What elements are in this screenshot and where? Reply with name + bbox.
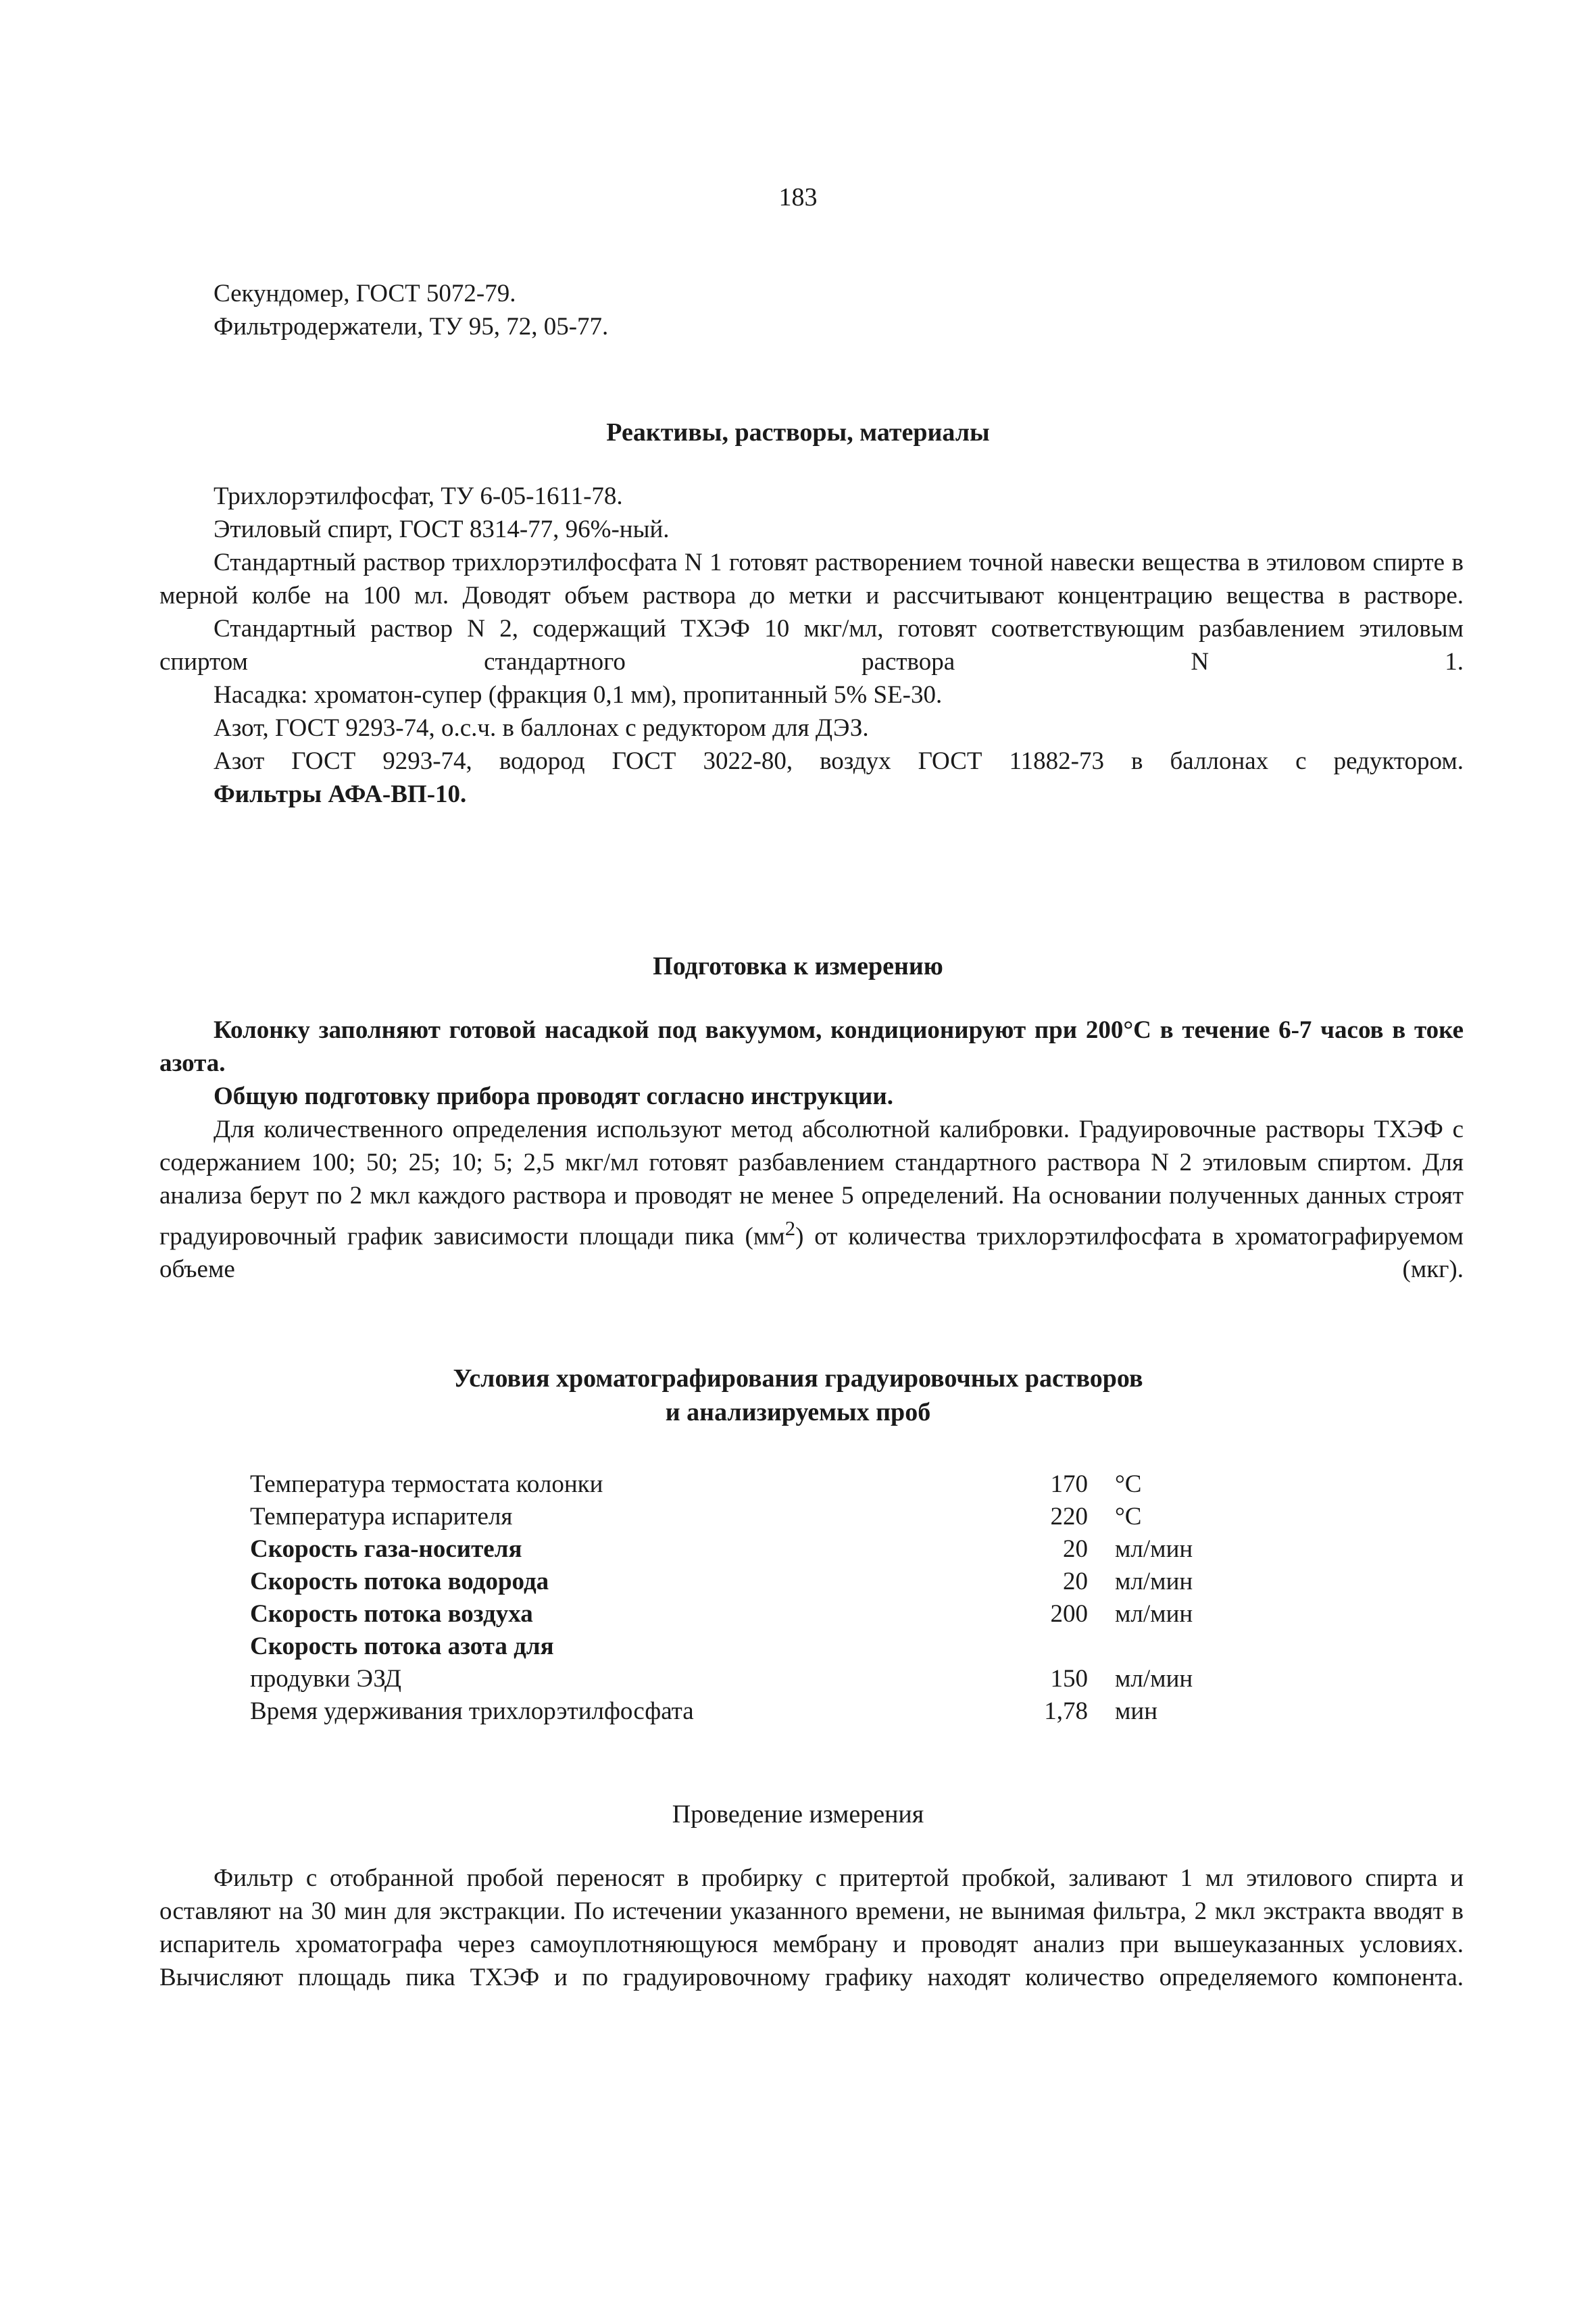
condition-unit: мл/мин [1115,1568,1193,1595]
condition-name: продувки ЭЗД [250,1665,401,1693]
reagent-line: Азот, ГОСТ 9293-74, о.с.ч. в баллонах с редуктором для ДЭЗ. [214,714,869,742]
table-row [250,1693,1264,1726]
conditions-heading [0,1362,1596,1429]
condition-value: 150 [1050,1665,1088,1693]
condition-value: 220 [1050,1503,1088,1530]
condition-unit: мл/мин [1115,1665,1193,1693]
condition-value: 170 [1050,1470,1088,1498]
condition-name: Скорость потока воздуха [250,1600,533,1628]
measurement-heading: Проведение измерения [672,1800,924,1828]
condition-value: 20 [1063,1535,1088,1563]
condition-name: Скорость потока азота для [250,1633,554,1660]
equipment-item: Фильтродержатели, ТУ 95, 72, 05-77. [214,313,609,341]
condition-unit: °С [1115,1503,1142,1530]
reagent-line: Насадка: хроматон-супер (фракция 0,1 мм), пропитанный 5% SE-30. [214,681,943,709]
reagent-line: Этиловый спирт, ГОСТ 8314-77, 96%-ный. [214,516,670,543]
reagents-section [159,480,1464,811]
reagent-paragraph: Стандартный раствор N 2, содержащий ТХЭФ 10 мкг/мл, готовят соответствующим разбавлением этиловым спиртом стандартного раствора N 1. [159,615,1464,676]
table-row [250,1661,1264,1693]
condition-name: Температура термостата колонки [250,1470,603,1498]
preparation-text: ) от количества трихлорэтилфосфата в хроматографируемом объеме (мкг). [159,1222,1464,1284]
table-row [250,1499,1264,1531]
condition-name: Температура испарителя [250,1503,513,1530]
reagent-paragraph: Стандартный раствор трихлорэтилфосфата N 1 готовят растворением точной навески вещества в этиловом спирте в мерной колбе на 100 мл. Доводят объем раствора до метки и рассчитывают концентрацию вещества в растворе. [159,549,1464,609]
condition-name: Скорость потока водорода [250,1568,549,1595]
conditions-heading-line: Условия хроматографирования градуировочных растворов [453,1364,1143,1393]
reagents-heading: Реактивы, растворы, материалы [606,418,990,447]
condition-value [966,1628,1115,1661]
reagent-line: Трихлорэтилфосфат, ТУ 6-05-1611-78. [214,482,623,510]
preparation-heading: Подготовка к измерению [653,952,943,980]
page-number: 183 [778,183,818,211]
equipment-item: Секундомер, ГОСТ 5072-79. [214,280,516,307]
preparation-paragraph: Колонку заполняют готовой насадкой под вакуумом, кондиционируют при 200°С в течение 6-7 часов в токе азота. [159,1016,1464,1077]
table-row [250,1531,1264,1564]
condition-unit: мл/мин [1115,1535,1193,1563]
condition-unit [1115,1628,1264,1661]
condition-unit: мин [1115,1697,1158,1725]
measurement-section [159,1862,1464,1994]
conditions-table [250,1466,1264,1726]
preparation-text: Для количественного определения используют метод абсолютной калибровки. Градуировочные растворы ТХЭФ с содержанием 100; 50; 25; 10; 5; 2,5 мкг/мл готовят разбавлением стандартного раствора N 2 этиловым спиртом. Для анализа берут по 2 мкл каждого раствора и проводят не менее 5 определений. На основании полученных данных строят градуировочный график зависимости площади пика (мм [159,1116,1464,1251]
condition-unit: мл/мин [1115,1600,1193,1628]
table-row [250,1466,1264,1499]
condition-value: 200 [1050,1600,1088,1628]
preparation-paragraph: Общую подготовку прибора проводят согласно инструкции. [214,1082,893,1110]
condition-name: Время удерживания трихлорэтилфосфата [250,1697,694,1725]
preparation-paragraph [159,1113,1464,1286]
condition-unit: °С [1115,1470,1142,1498]
condition-value: 1,78 [1044,1697,1088,1725]
reagent-line: Фильтры АФА-ВП-10. [214,780,467,808]
superscript: 2 [784,1217,796,1240]
table-row [250,1628,1264,1661]
conditions-heading-line: и анализируемых проб [665,1398,931,1426]
table-row [250,1564,1264,1596]
reagent-paragraph: Азот ГОСТ 9293-74, водород ГОСТ 3022-80, воздух ГОСТ 11882-73 в баллонах с редуктором. [214,747,1464,775]
condition-name: Скорость газа-носителя [250,1535,522,1563]
measurement-paragraph: Фильтр с отобранной пробой переносят в пробирку с притертой пробкой, заливают 1 мл этилового спирта и оставляют на 30 мин для экстракции. По истечении указанного времени, не вынимая фильтра, 2 мкл экстракта вводят в испаритель хроматографа через самоуплотняющуюся мембрану и проводят анализ при вышеуказанных условиях. Вычисляют площадь пика ТХЭФ и по градуировочному графику находят количество определяемого компонента. [159,1864,1464,1991]
table-row [250,1596,1264,1628]
equipment-list [159,277,1464,343]
condition-value: 20 [1063,1568,1088,1595]
preparation-section [159,1014,1464,1286]
